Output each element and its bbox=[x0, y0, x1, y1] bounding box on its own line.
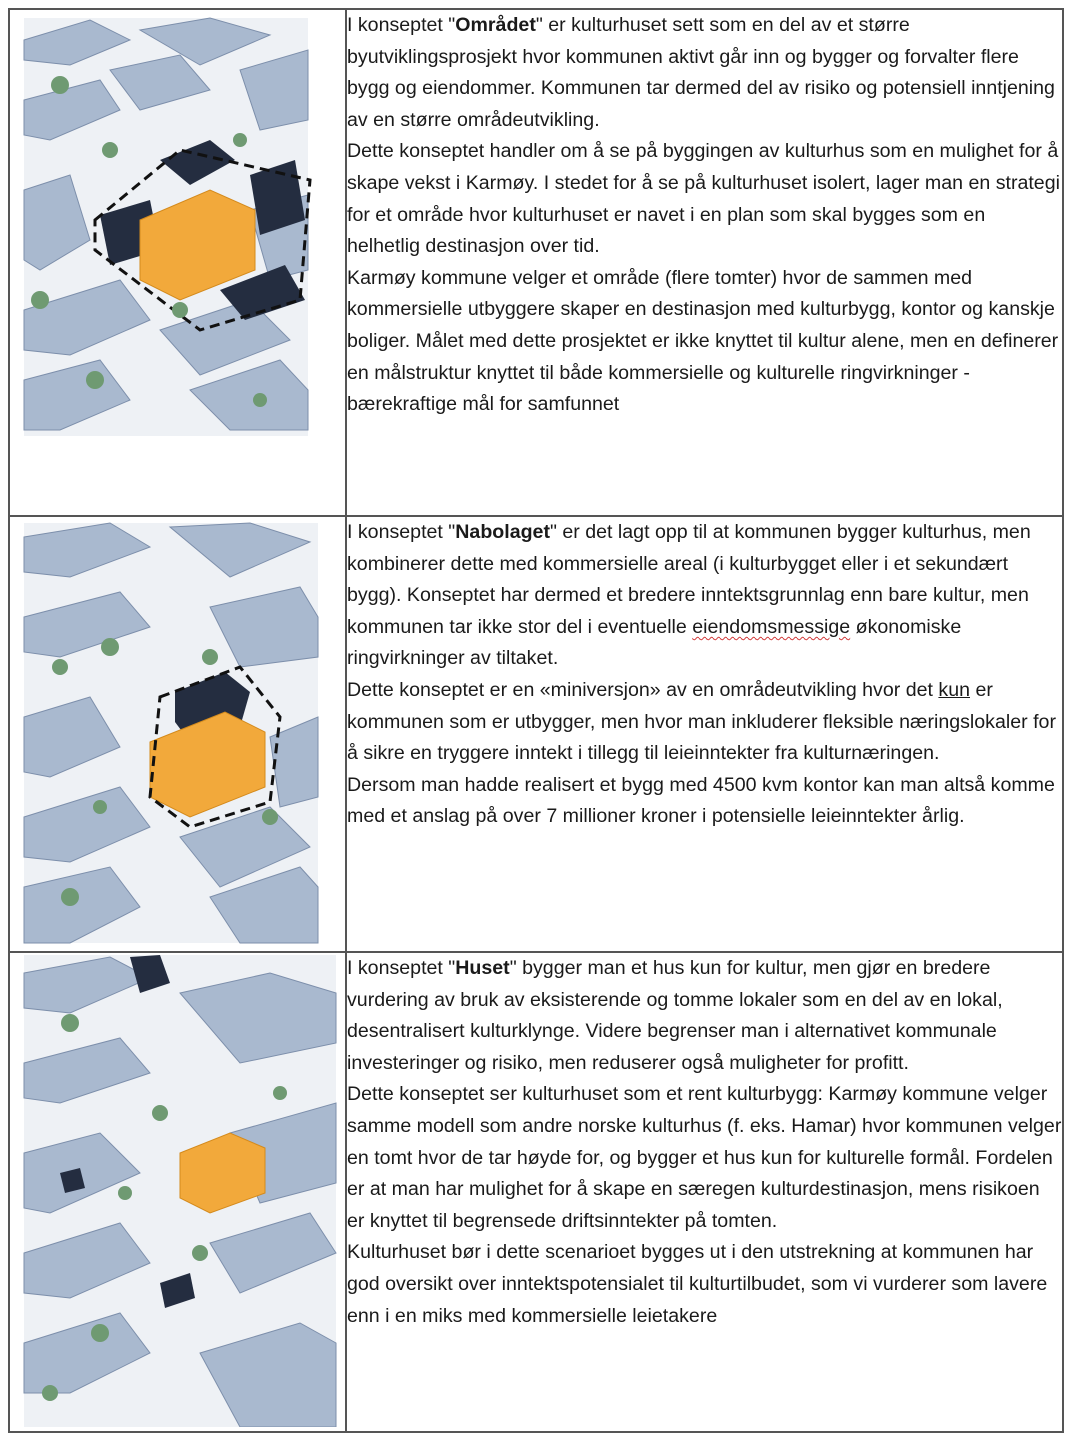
concept-row-omradet bbox=[9, 9, 1063, 516]
concept-name-nabolaget: Nabolaget bbox=[455, 521, 550, 543]
intro-suffix-a: " er det lagt opp til at kommunen bygger kulturhus, men kombinerer dette med kommersielle areal (i kulturbygget eller i et sekundært bygg). Konseptet har dermed et bredere inntektsgrunnlag enn bare kultur, men kommunen tar ikke stor del i eventuelle bbox=[347, 521, 1031, 638]
concept-name-huset: Huset bbox=[455, 957, 510, 979]
omradet-description bbox=[346, 9, 1063, 516]
intro-prefix: I konseptet " bbox=[347, 957, 456, 979]
intro-suffix-b: økonomiske ringvirkninger av tiltaket. bbox=[347, 615, 962, 670]
nabolaget-illustration-cell bbox=[9, 516, 346, 952]
omradet-illustration-cell bbox=[9, 9, 346, 516]
nabolaget-isometric-illustration bbox=[10, 517, 343, 947]
huset-paragraph-2: Dette konseptet ser kulturhuset som et rent kulturbygg: Karmøy kommune velger samme modell som andre norske kulturhus (f. eks. Hamar) hvor kommunen velger en tomt hvor de tar høyde for, og bygger et hus kun for kulturelle formål. Fordelen er at man har mulighet for å skape en særegen kulturdestinasjon, mens risikoen er knyttet til begrensede driftsinntekter på tomten. bbox=[347, 1083, 1062, 1232]
huset-paragraph-3: Kulturhuset bør i dette scenarioet bygges ut i den utstrekning at kommunen har god oversikt over inntektspotensialet til kulturtilbudet, som vi vurderer som lavere enn i en miks med kommersielle leietakere bbox=[347, 1241, 1048, 1327]
huset-isometric-illustration bbox=[10, 953, 343, 1427]
huset-description bbox=[346, 952, 1063, 1432]
intro-prefix: I konseptet " bbox=[347, 521, 456, 543]
intro-suffix: " bygger man et hus kun for kultur, men gjør en bredere vurdering av bruk av eksisterende og tomme lokaler som en del av en lokal, desentralisert kulturklynge. Videre begrenser man i alternativet kommunale investeringer og risiko, men reduserer også muligheter for profitt. bbox=[347, 957, 1003, 1074]
nabolaget-intro-paragraph bbox=[347, 517, 1062, 675]
nabolaget-paragraph-2 bbox=[347, 675, 1062, 770]
intro-suffix: " er kulturhuset sett som en del av et større byutviklingsprosjekt hvor kommunen aktivt går inn og bygger og forvalter flere bygg og eiendommer. Kommunen tar dermed del av risiko og potensiell inntjening av en større områdeutvikling. bbox=[347, 14, 1055, 131]
p2-part-a: Dette konseptet er en «miniversjon» av en områdeutvikling hvor det bbox=[347, 678, 939, 701]
omradet-paragraph-3: Karmøy kommune velger et område (flere tomter) hvor de sammen med kommersielle utbyggere skaper en destinasjon med kulturbygg, kontor og kanskje boliger. Målet med dette prosjektet er ikke knyttet til kultur alene, men en definerer en målstruktur knyttet til både kommersielle og kulturelle ringvirkninger - bærekraftige mål for samfunnet bbox=[347, 266, 1059, 416]
spellcheck-flagged-word: eiendomsmessige bbox=[692, 615, 851, 638]
intro-prefix: I konseptet " bbox=[347, 14, 456, 36]
omradet-intro-paragraph bbox=[347, 10, 1062, 136]
huset-intro-paragraph bbox=[347, 953, 1062, 1079]
p2-part-b: er kommunen som er utbygger, men hvor man inkluderer fleksible næringslokaler for å sikre en tryggere inntekt i tillegg til leieinntekter fra kulturnæringen. bbox=[347, 678, 1056, 765]
omradet-paragraph-2: Dette konseptet handler om å se på byggingen av kulturhus som en mulighet for å skape vekst i Karmøy. I stedet for å se på kulturhuset isolert, lager man en strategi for et område hvor kulturhuset er navet i en plan som skal bygges som en helhetlig destinasjon over tid. bbox=[347, 140, 1060, 258]
underlined-word: kun bbox=[938, 678, 970, 701]
huset-illustration-cell bbox=[9, 952, 346, 1432]
concept-row-nabolaget bbox=[9, 516, 1063, 952]
concepts-table bbox=[8, 8, 1064, 1433]
omradet-isometric-illustration bbox=[10, 10, 343, 511]
concept-row-huset bbox=[9, 952, 1063, 1432]
concept-name-omradet: Området bbox=[455, 14, 536, 36]
nabolaget-description bbox=[346, 516, 1063, 952]
nabolaget-paragraph-3: Dersom man hadde realisert et bygg med 4500 kvm kontor kan man altså komme med et anslag på over 7 millioner kroner i potensielle leieinntekter årlig. bbox=[347, 773, 1055, 828]
